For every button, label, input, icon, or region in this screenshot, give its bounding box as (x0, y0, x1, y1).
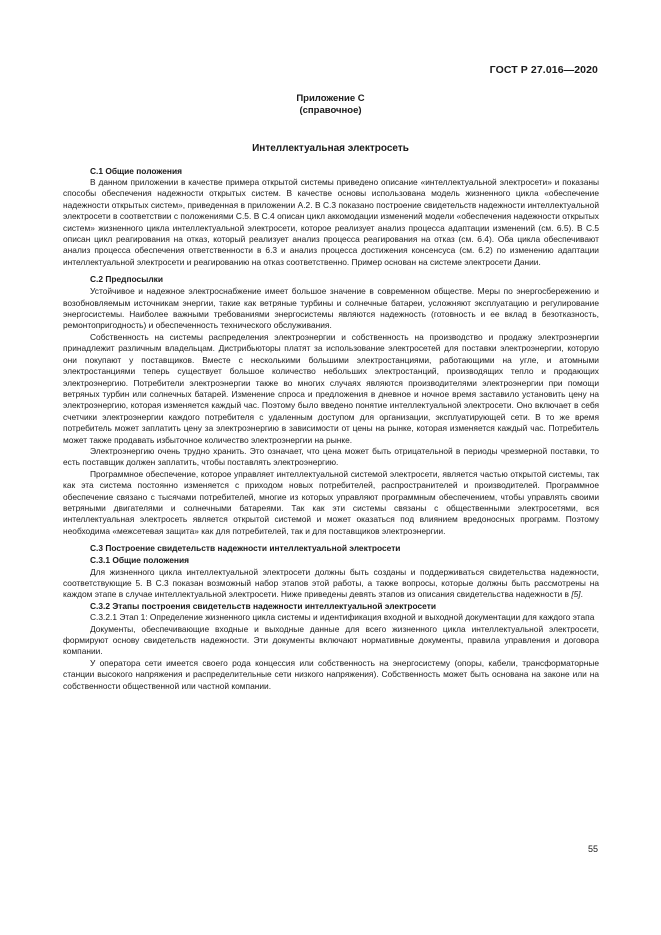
paragraph (63, 567, 599, 601)
section-heading-c1: С.1 Общие положения (90, 166, 183, 176)
document-body (63, 165, 599, 692)
paragraph: Документы, обеспечивающие входные и выходные данные для всего жизненного цикла интеллектуальной электросети, формируют основу свидетельств надежности. Эти документы включают нормативные документы, правила управления и договора компании. (63, 623, 599, 657)
paragraph: Программное обеспечение, которое управляет интеллектуальной системой электросети, является частью открытой системы, так как эта система постоянно изменяется с приходом новых потребителей, распространителей и производителей. Программное обеспечение связано с тысячами потребителей, многие из которых управляют программным обеспечением, чтобы управлять своими ветряными двигателями и солнечными батареями. Так как эти системы связаны с общественными электросетями, вся интеллектуальная электросеть является открытой системой и может оказаться под влиянием вредоносных программ. Поэтому необходима «межсетевая защита» как для потребителей, так и для поставщиков электроэнергии. (63, 468, 599, 536)
paragraph: У оператора сети имеется своего рода концессия или собственность на энергосистему (опоры, кабели, трансформаторные станции высокого напряжения и распределительные сети низкого напряжения). Собственность может быть основана на законе или на собственности общественной или частной компании. (63, 657, 599, 691)
paragraph: Электроэнергию очень трудно хранить. Это означает, что цена может быть отрицательной в периоды чрезмерной поставки, то есть поставщик должен заплатить, чтобы поставлять электроэнергию. (63, 445, 599, 468)
appendix-title: Интеллектуальная электросеть (252, 143, 409, 154)
paragraph: Собственность на системы распределения электроэнергии и собственность на производство и продажу электроэнергии принадлежит различным владельцам. Дистрибьюторы платят за использование электросетей для поставки электроэнергии, которую они покупают у поставщиков. Вместе с несколькими большими электростанциями, работающими на угле, и атомными электростанциями теперь существует большое количество небольших электростанций, производящих тепло и продающих электроэнергию. Потребители электроэнергии также во многих случаях являются производителями электроэнергии при помощи ветряных турбин или солнечных батарей. Изменение спроса и предложения в дневное и ночное время заставило установить цену на электроэнергию, которая изменяется каждый час. Поэтому было введено понятие интеллектуальной электросети. Оно включает в себя счетчики электроэнергии каждого потребителя с удаленным доступом для организации, эксплуатирующей сети. В то же время потребитель может заплатить цену за электроэнергию в зависимости от цены на рынке, которая изменяется каждый час. Потребитель может также продавать избыточное количество электроэнергии на рынке. (63, 331, 599, 445)
section-heading-c3: С.3 Построение свидетельств надежности интеллектуальной электросети (90, 543, 401, 554)
section-heading-c2: С.2 Предпосылки (90, 274, 164, 285)
appendix-label: Приложение С (296, 93, 365, 104)
standard-designation: ГОСТ Р 27.016—2020 (489, 64, 598, 76)
subsection-heading-c31: С.3.1 Общие положения (90, 555, 189, 566)
paragraph: Устойчивое и надежное электроснабжение имеет большое значение в современном обществе. Меры по энергосбережению и возобновляемым источникам энергии, такие как ветряные турбины и солнечные батареи, усложняют эксплуатацию и регулирование энергосистемы. Наиболее важными требованиями энергосистемы являются надежность (готовность и ее вклад в безотказность, ремонтопригодность) и обеспеченность технического обслуживания. (63, 286, 599, 331)
reference: [5] (571, 589, 581, 600)
paragraph-text: Для жизненного цикла интеллектуальной электросети должны быть созданы и поддерживаться свидетельства надежности, соответствующие 5. В С.3 показан возможный набор этапов этой работы, а также вопросы, которые должны быть рассмотрены на каждом этапе в случае интеллектуальной электросети. Ниже приведены девять этапов из описания свидетельства надежности в (63, 566, 599, 600)
appendix-type: (справочное) (299, 105, 362, 116)
paragraph-end: . (580, 589, 583, 600)
paragraph: С.3.2.1 Этап 1: Определение жизненного цикла системы и идентификация входной и выходной документации для каждого этапа (90, 612, 595, 623)
subsection-heading-c32: С.3.2 Этапы построения свидетельств надежности интеллектуальной электросети (90, 600, 436, 611)
paragraph: В данном приложении в качестве примера открытой системы приведено описание «интеллектуальной электросети» и показаны способы обеспечения надежности открытых систем. В качестве основы использована модель жизненного цикла «обеспечение надежности открытых систем», приведенная в приложении А.2. В С.3 показано построение свидетельств надежности интеллектуальной электросети в соответствии с положениями С.5. В С.4 описан цикл аккомодации изменений модели «обеспечения надежности открытых систем» жизненного цикла интеллектуальной электросети, которое реализует анализ процесса адаптации изменений (см. 6.5). В С.5 описан цикл реагирования на отказ, который реализует анализ процесса реагирования на отказ (см. 6.4). Оба цикла обеспечивают анализ процесса обеспечения ответственности в 6.3 и анализ процесса достижения консенсуса (см. 6.2) по изменению адаптации интеллектуальной электросети и реагированию на отказ соответственно. Пример основан на системе электросети Дании. (63, 177, 599, 267)
page-number: 55 (587, 844, 598, 854)
